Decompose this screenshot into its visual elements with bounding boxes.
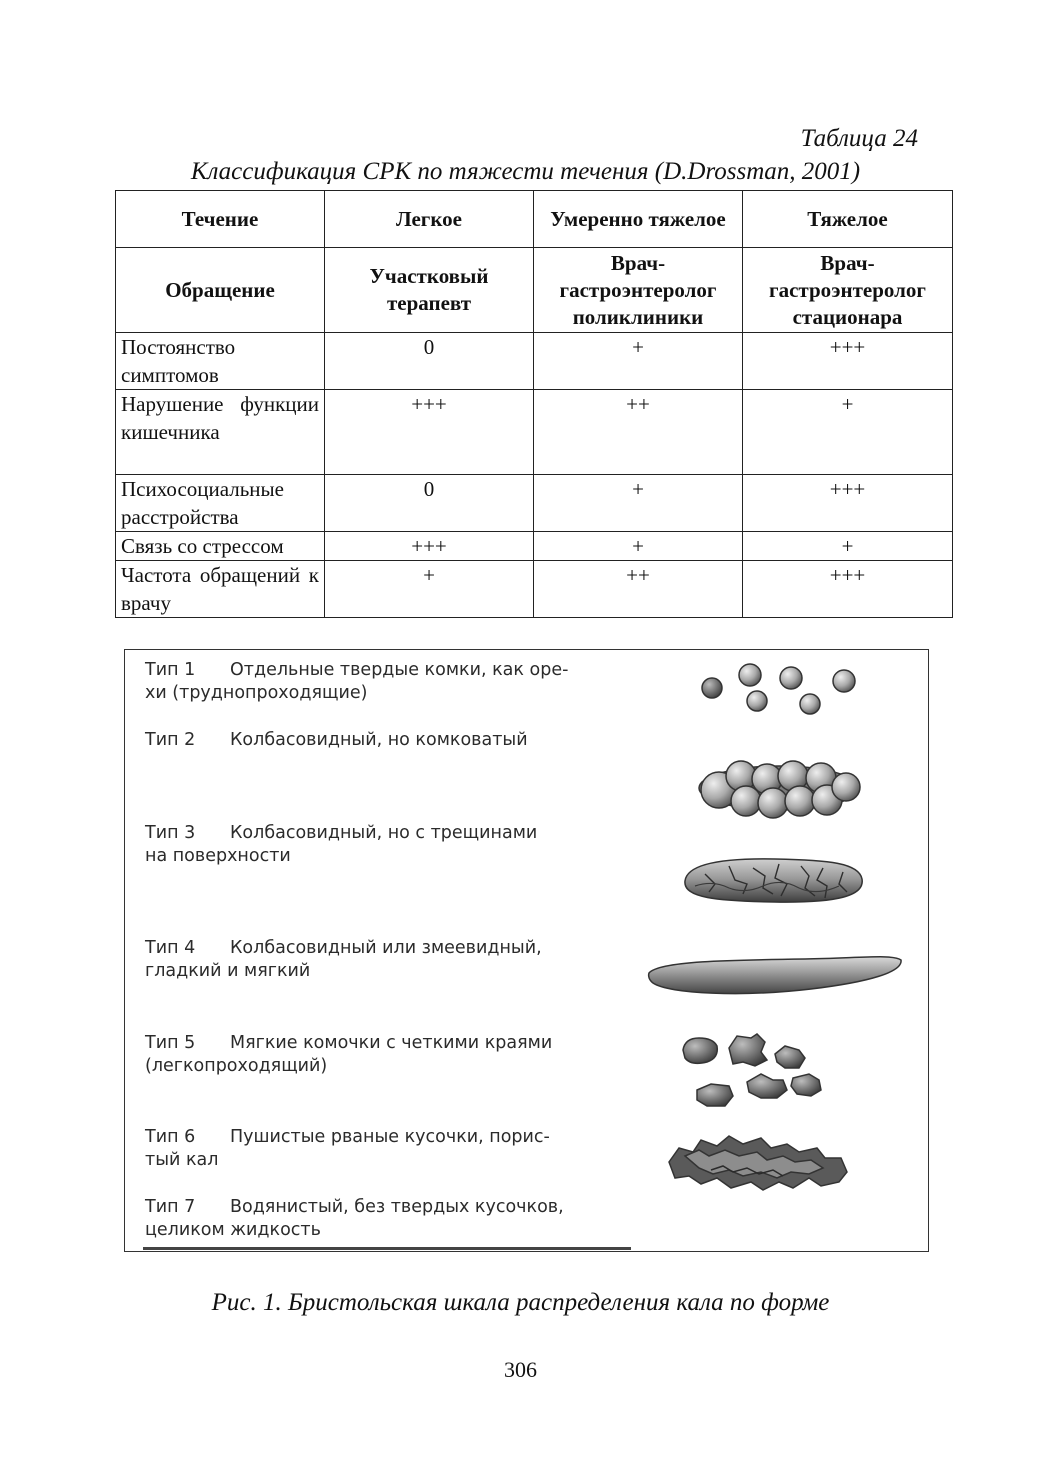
type-label: Тип 5 bbox=[145, 1033, 196, 1053]
type-5-item bbox=[145, 1032, 645, 1078]
type-2-stool-icon bbox=[699, 761, 860, 818]
type-description: Колбасовидный, но с трещинами bbox=[230, 823, 538, 843]
table-cell: +++ bbox=[325, 390, 534, 475]
type-label: Тип 4 bbox=[145, 938, 196, 958]
table-cell: + bbox=[743, 532, 953, 561]
type-2-item bbox=[145, 729, 645, 752]
table-cell: + bbox=[743, 390, 953, 475]
type-7-item bbox=[145, 1196, 645, 1242]
type-3-stool-icon bbox=[685, 859, 862, 902]
type-6-item bbox=[145, 1126, 645, 1172]
type-description: Колбасовидный, но комковатый bbox=[230, 730, 528, 750]
table-cell: +++ bbox=[743, 475, 953, 532]
table-row bbox=[116, 390, 953, 475]
table-cell: + bbox=[325, 561, 534, 618]
table-header-row bbox=[116, 191, 953, 248]
table-cell: +++ bbox=[743, 333, 953, 390]
page-number: 306 bbox=[504, 1357, 537, 1382]
table-row bbox=[116, 532, 953, 561]
header-cell: Обращение bbox=[116, 248, 325, 333]
row-label: Постоянство симптомов bbox=[116, 333, 325, 390]
figure-bottom-rule bbox=[143, 1247, 631, 1250]
type-4-item bbox=[145, 937, 645, 983]
header-cell: Течение bbox=[116, 191, 325, 248]
table-row bbox=[116, 561, 953, 618]
type-5-stool-icon bbox=[683, 1034, 821, 1106]
type-4-stool-icon bbox=[649, 957, 901, 994]
header-cell: Участковый терапевт bbox=[325, 248, 534, 333]
type-description: Мягкие комочки с четкими краями bbox=[230, 1033, 553, 1053]
table-cell: 0 bbox=[325, 475, 534, 532]
figure-caption: Рис. 1. Бристольская шкала распределения кала по форме bbox=[211, 1289, 830, 1316]
type-1-stool-icon bbox=[702, 664, 855, 714]
type-description: Отдельные твердые комки, как оре- bbox=[230, 660, 569, 680]
header-cell: Врач-гастроэнтеролог поликлиники bbox=[534, 248, 743, 333]
header-cell: Тяжелое bbox=[743, 191, 953, 248]
type-6-stool-icon bbox=[669, 1136, 847, 1190]
table-number: Таблица 24 bbox=[800, 125, 918, 152]
severity-table bbox=[115, 190, 953, 618]
type-description-cont: хи (труднопроходящие) bbox=[145, 683, 368, 703]
table-cell: 0 bbox=[325, 333, 534, 390]
type-description-cont: тый кал bbox=[145, 1150, 219, 1170]
type-3-item bbox=[145, 822, 645, 868]
type-label: Тип 6 bbox=[145, 1127, 196, 1147]
table-referral-row bbox=[116, 248, 953, 333]
table-cell: +++ bbox=[743, 561, 953, 618]
bristol-scale-figure bbox=[124, 649, 929, 1252]
type-description: Пушистые рваные кусочки, порис- bbox=[230, 1127, 550, 1147]
table-cell: ++ bbox=[534, 561, 743, 618]
type-description-cont: на поверхности bbox=[145, 846, 291, 866]
stool-illustrations bbox=[625, 650, 925, 1250]
table-caption: Классификация СРК по тяжести течения (D.Drossman, 2001) bbox=[190, 158, 861, 185]
type-label: Тип 1 bbox=[145, 660, 196, 680]
type-description: Колбасовидный или змеевидный, bbox=[230, 938, 542, 958]
header-cell: Умеренно тяжелое bbox=[534, 191, 743, 248]
type-description: Водянистый, без твердых кусочков, bbox=[230, 1197, 564, 1217]
table-cell: + bbox=[534, 333, 743, 390]
row-label: Связь со стрессом bbox=[116, 532, 325, 561]
table-cell: + bbox=[534, 475, 743, 532]
type-label: Тип 2 bbox=[145, 730, 196, 750]
type-1-item bbox=[145, 659, 645, 705]
type-description-cont: гладкий и мягкий bbox=[145, 961, 311, 981]
table-cell: + bbox=[534, 532, 743, 561]
header-cell: Легкое bbox=[325, 191, 534, 248]
table-row bbox=[116, 475, 953, 532]
header-cell: Врач-гастроэнтеролог стационара bbox=[743, 248, 953, 333]
type-description-cont: целиком жидкость bbox=[145, 1220, 321, 1240]
type-description-cont: (легкопроходящий) bbox=[145, 1056, 328, 1076]
row-label: Нарушение функции кишечника bbox=[116, 390, 325, 475]
type-label: Тип 7 bbox=[145, 1197, 196, 1217]
table-cell: ++ bbox=[534, 390, 743, 475]
type-label: Тип 3 bbox=[145, 823, 196, 843]
row-label: Частота обращений к врачу bbox=[116, 561, 325, 618]
table-cell: +++ bbox=[325, 532, 534, 561]
table-row bbox=[116, 333, 953, 390]
row-label: Психосоциальные расстройства bbox=[116, 475, 325, 532]
